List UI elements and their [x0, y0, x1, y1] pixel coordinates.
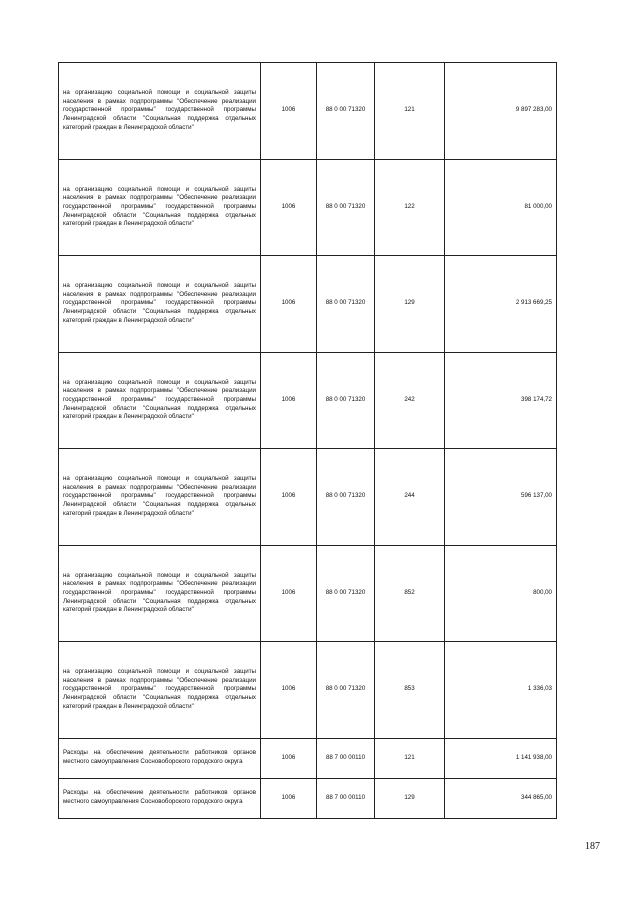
amount-cell: 1 336,03 [445, 642, 557, 739]
target-article-cell: 88 0 00 71320 [317, 256, 375, 353]
expense-type-cell: 242 [375, 352, 445, 449]
expense-type-cell: 122 [375, 159, 445, 256]
table-row [59, 449, 557, 546]
expense-name-cell: Расходы на обеспечение деятельности работников органов местного самоуправления Сосновоборского городского округа [59, 738, 261, 778]
expense-type-cell: 129 [375, 256, 445, 353]
amount-cell: 81 000,00 [445, 159, 557, 256]
section-code-cell: 1006 [261, 545, 317, 642]
expense-name-cell: на организацию социальной помощи и социальной защиты населения в рамках подпрограммы "Обеспечение реализации государственной программы" государственной программы Ленинградской области "Социальная поддержка отдельных категорий граждан в Ленинградской области" [59, 642, 261, 739]
expense-name-cell: на организацию социальной помощи и социальной защиты населения в рамках подпрограммы "Обеспечение реализации государственной программы" государственной программы Ленинградской области "Социальная поддержка отдельных категорий граждан в Ленинградской области" [59, 545, 261, 642]
table-row [59, 352, 557, 449]
page-number: 187 [585, 841, 600, 852]
section-code-cell: 1006 [261, 449, 317, 546]
table-row [59, 545, 557, 642]
target-article-cell: 88 7 00 00110 [317, 778, 375, 818]
section-code-cell: 1006 [261, 63, 317, 160]
section-code-cell: 1006 [261, 256, 317, 353]
expense-name-cell: Расходы на обеспечение деятельности работников органов местного самоуправления Сосновоборского городского округа [59, 778, 261, 818]
expense-type-cell: 852 [375, 545, 445, 642]
target-article-cell: 88 0 00 71320 [317, 545, 375, 642]
amount-cell: 9 897 283,00 [445, 63, 557, 160]
target-article-cell: 88 0 00 71320 [317, 642, 375, 739]
table-row [59, 738, 557, 778]
section-code-cell: 1006 [261, 642, 317, 739]
amount-cell: 800,00 [445, 545, 557, 642]
amount-cell: 398 174,72 [445, 352, 557, 449]
expense-type-cell: 121 [375, 738, 445, 778]
amount-cell: 1 141 938,00 [445, 738, 557, 778]
target-article-cell: 88 0 00 71320 [317, 352, 375, 449]
table-row [59, 778, 557, 818]
target-article-cell: 88 0 00 71320 [317, 63, 375, 160]
expense-name-cell: на организацию социальной помощи и социальной защиты населения в рамках подпрограммы "Обеспечение реализации государственной программы" государственной программы Ленинградской области "Социальная поддержка отдельных категорий граждан в Ленинградской области" [59, 159, 261, 256]
expense-name-cell: на организацию социальной помощи и социальной защиты населения в рамках подпрограммы "Обеспечение реализации государственной программы" государственной программы Ленинградской области "Социальная поддержка отдельных категорий граждан в Ленинградской области" [59, 256, 261, 353]
expense-name-cell: на организацию социальной помощи и социальной защиты населения в рамках подпрограммы "Обеспечение реализации государственной программы" государственной программы Ленинградской области "Социальная поддержка отдельных категорий граждан в Ленинградской области" [59, 63, 261, 160]
expense-type-cell: 121 [375, 63, 445, 160]
expense-type-cell: 129 [375, 778, 445, 818]
expense-name-cell: на организацию социальной помощи и социальной защиты населения в рамках подпрограммы "Обеспечение реализации государственной программы" государственной программы Ленинградской области "Социальная поддержка отдельных категорий граждан в Ленинградской области" [59, 352, 261, 449]
amount-cell: 2 913 669,25 [445, 256, 557, 353]
amount-cell: 596 137,00 [445, 449, 557, 546]
table-row [59, 642, 557, 739]
budget-table [58, 62, 557, 819]
expense-type-cell: 244 [375, 449, 445, 546]
expense-type-cell: 853 [375, 642, 445, 739]
table-row [59, 256, 557, 353]
table-row [59, 159, 557, 256]
table-row [59, 63, 557, 160]
amount-cell: 344 865,00 [445, 778, 557, 818]
target-article-cell: 88 0 00 71320 [317, 449, 375, 546]
section-code-cell: 1006 [261, 738, 317, 778]
section-code-cell: 1006 [261, 778, 317, 818]
section-code-cell: 1006 [261, 352, 317, 449]
target-article-cell: 88 0 00 71320 [317, 159, 375, 256]
section-code-cell: 1006 [261, 159, 317, 256]
expense-name-cell: на организацию социальной помощи и социальной защиты населения в рамках подпрограммы "Обеспечение реализации государственной программы" государственной программы Ленинградской области "Социальная поддержка отдельных категорий граждан в Ленинградской области" [59, 449, 261, 546]
target-article-cell: 88 7 00 00110 [317, 738, 375, 778]
